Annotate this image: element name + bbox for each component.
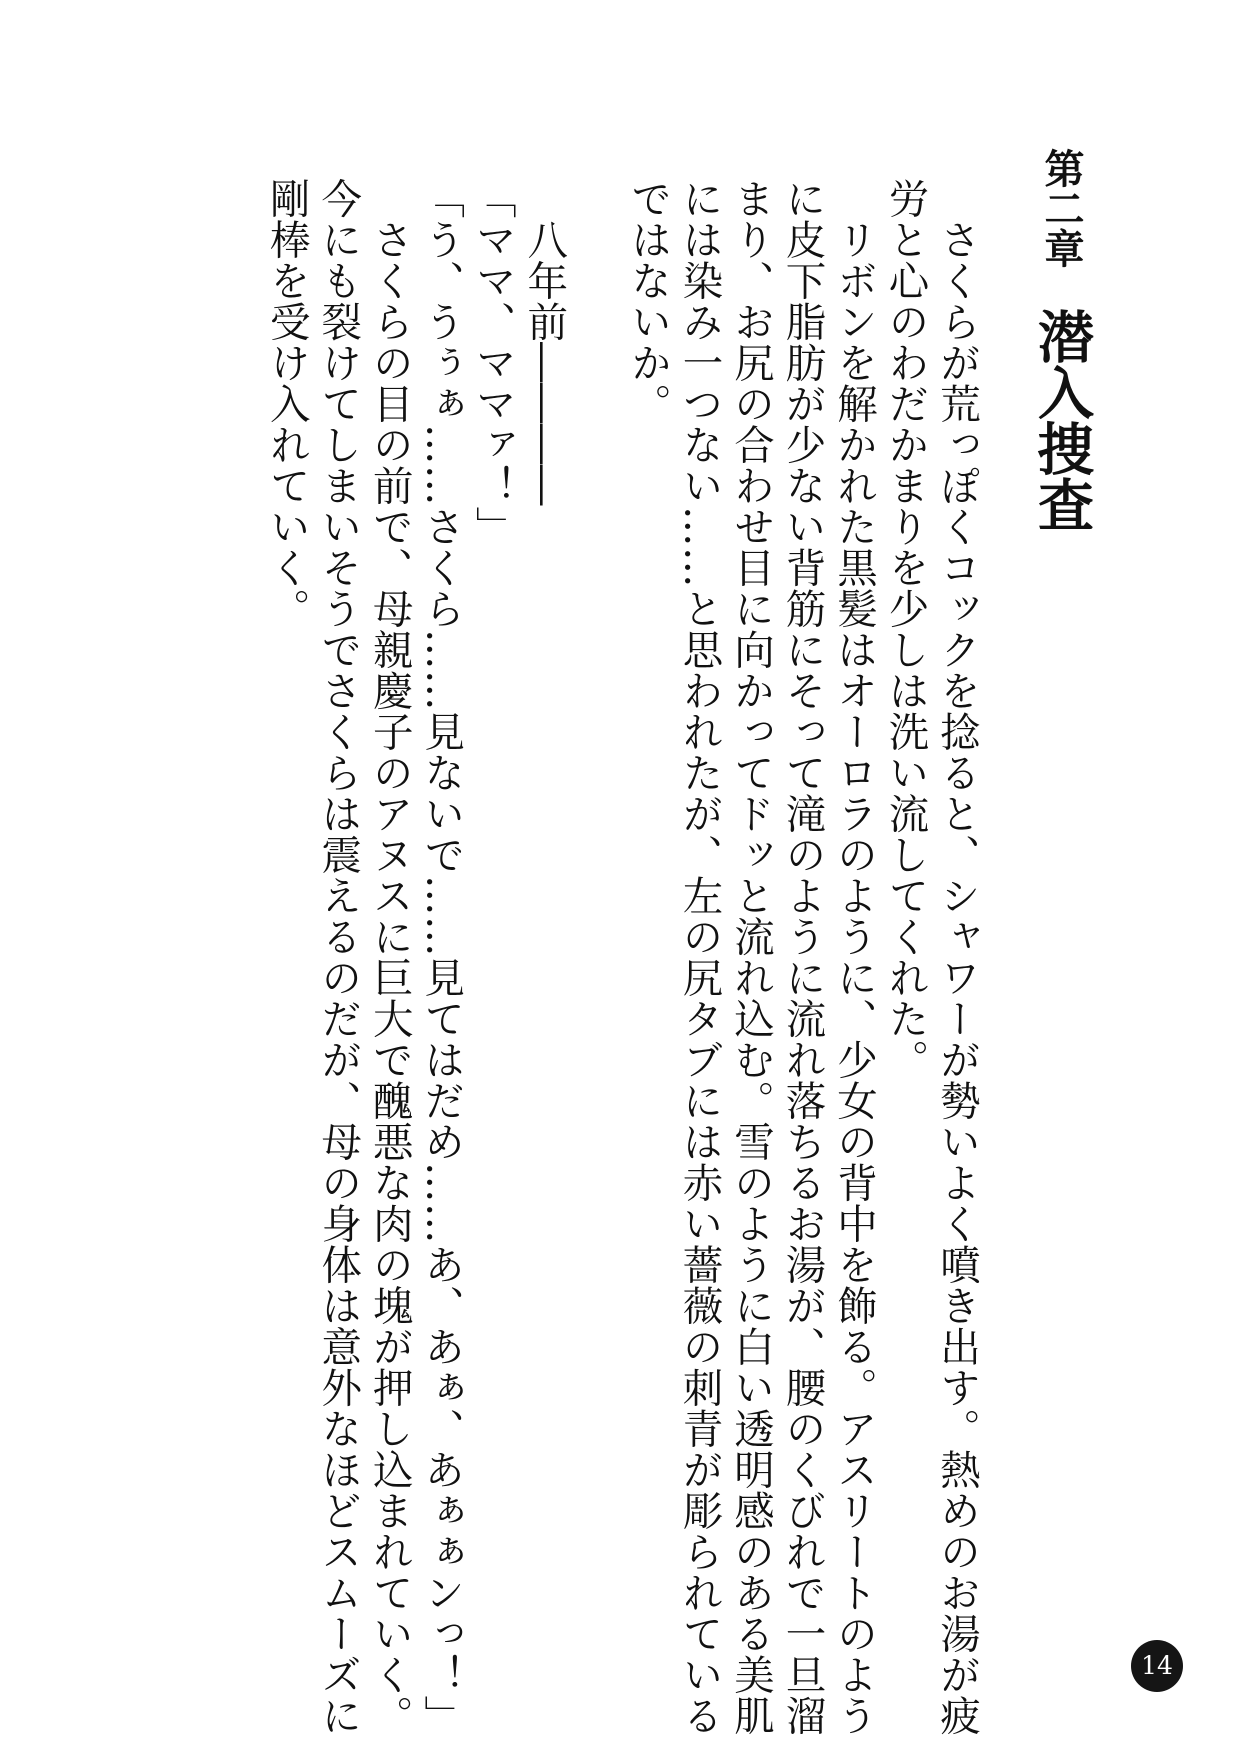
text-line: リボンを解かれた黒髪はオーロラのように、少女の背中を飾る。アスリートのよう — [830, 178, 878, 1736]
blank-line — [569, 178, 621, 1508]
dialogue-line: 「う、うぅぁ……さくら……見ないで……見てはだめ……あ、あぁ、あぁぁンっ！」 — [417, 178, 466, 1736]
chapter-title: 潜入捜査 — [1029, 308, 1094, 532]
text-line: さくらが荒っぽくコックを捻ると、シャワーが勢いよく噴き出す。熱めのお湯が疲 — [933, 178, 981, 1736]
text-line: 八年前―――― — [520, 178, 569, 506]
text-line: さくらの目の前で、母親慶子のアヌスに巨大で醜悪な肉の塊が押し込まれていく。 — [365, 178, 414, 1736]
body-text — [260, 178, 982, 1736]
text-line: に皮下脂肪が少ない背筋にそって滝のように流れ落ちるお湯が、腰のくびれで一旦溜 — [778, 178, 827, 1736]
chapter-heading — [1030, 148, 1092, 568]
text-line: ではないか。 — [624, 178, 672, 424]
page-number-badge: 14 — [1131, 1640, 1183, 1692]
text-line: 剛棒を受け入れていく。 — [262, 178, 311, 629]
chapter-number: 第二章 — [1038, 148, 1084, 268]
text-line: まり、お尻の合わせ目に向かってドッと流れ込む。雪のように白い透明感のある美肌 — [727, 178, 775, 1736]
dialogue-line: 「ママ、ママァ！」 — [468, 178, 517, 547]
text-line: 労と心のわだかまりを少しは洗い流してくれた。 — [881, 178, 930, 1080]
text-line: には染み一つない……と思われたが、左の尻タブには赤い薔薇の刺青が彫られている — [675, 178, 724, 1736]
text-line: 今にも裂けてしまいそうでさくらは震えるのだが、母の身体は意外なほどスムーズに — [314, 178, 363, 1736]
